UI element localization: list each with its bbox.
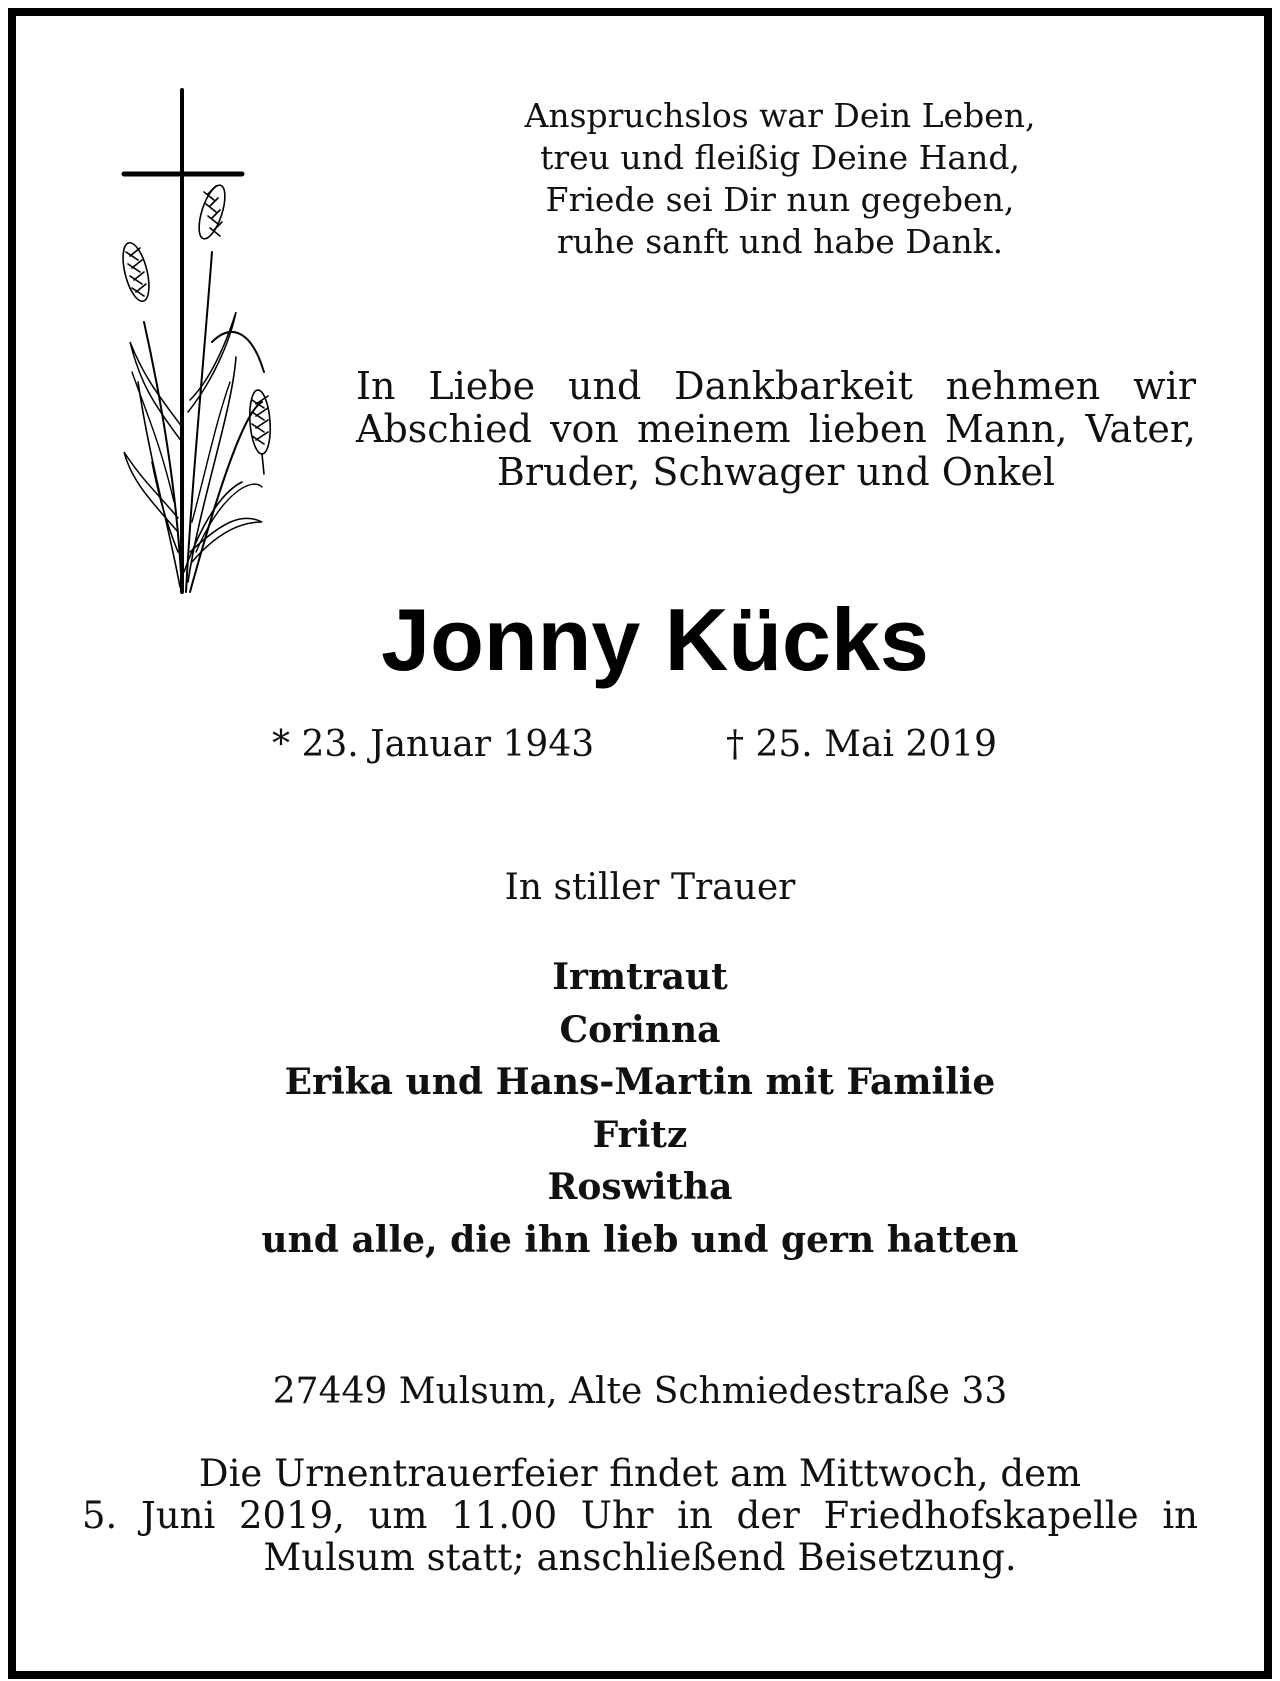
service-line: 5. Juni 2019, um 11.00 Uhr in der Friedhofskapelle in [82,1494,1198,1537]
poem-line: ruhe sanft und habe Dank. [556,222,1004,261]
poem-line: Friede sei Dir nun gegeben, [545,180,1015,219]
farewell-text [356,365,1196,494]
deceased-name: Jonny Kücks [381,590,929,689]
service-line: Mulsum statt; anschließend Beisetzung. [263,1536,1017,1579]
birth-date: * 23. Januar 1943 [272,724,595,765]
survivors-list [0,951,1280,1266]
poem-line: treu und fleißig Deine Hand, [540,138,1020,177]
farewell-line: Bruder, Schwager und Onkel [496,450,1056,494]
death-date: † 25. Mai 2019 [726,724,998,765]
survivor-name: Roswitha [547,1166,733,1208]
cross-with-wheat-icon [112,82,302,602]
survivor-name: Irmtraut [552,956,728,998]
funeral-service-notice [82,1453,1198,1579]
service-line: Die Urnentrauerfeier findet am Mittwoch, dem [198,1452,1082,1495]
farewell-line: In Liebe und Dankbarkeit nehmen wir [356,364,1196,408]
survivor-name: und alle, die ihn lieb und gern hatten [261,1218,1019,1261]
survivor-name: Erika und Hans-Martin mit Familie [284,1061,996,1103]
farewell-line: Abschied von meinem lieben Mann, Vater, [356,407,1196,451]
poem-line: Anspruchslos war Dein Leben, [524,96,1036,135]
mourning-heading: In stiller Trauer [504,867,796,908]
survivor-name: Fritz [592,1113,688,1156]
poem [470,95,1090,263]
mourner-address: 27449 Mulsum, Alte Schmiedestraße 33 [272,1371,1008,1412]
survivor-name: Corinna [559,1008,721,1051]
